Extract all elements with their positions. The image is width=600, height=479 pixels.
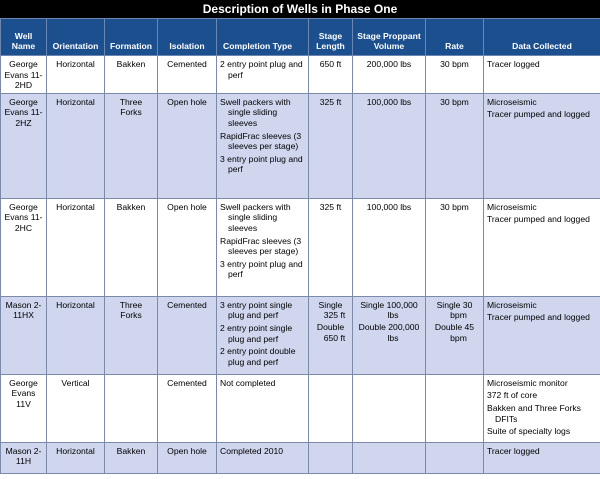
cell-stage-length-item: 650 ft (319, 59, 342, 69)
cell-well-name: Mason 2-11HX (1, 296, 47, 374)
cell-data-collected (484, 442, 600, 473)
cell-stage-length (309, 93, 353, 198)
cell-data-collected-item: Suite of specialty logs (487, 426, 571, 437)
cell-stage-volume (353, 296, 426, 374)
cell-rate (426, 198, 484, 296)
cell-completion-type-item: RapidFrac sleeves (3 sleeves per stage) (220, 130, 302, 152)
cell-completion-type-item: Swell packers with single sliding sleeves (220, 96, 291, 128)
cell-orientation: Vertical (47, 374, 105, 442)
cell-stage-volume-item: Double 200,000 lbs (358, 321, 420, 343)
cell-completion-type-item: 2 entry point plug and perf (220, 59, 303, 80)
wells-table (0, 18, 600, 474)
cell-data-collected (484, 93, 600, 198)
header-completion-type: Completion Type (217, 19, 309, 56)
cell-completion-type-item: Swell packers with single sliding sleeves (220, 201, 291, 233)
cell-completion-type-item: RapidFrac sleeves (3 sleeves per stage) (220, 235, 302, 257)
table-row (1, 296, 600, 374)
cell-stage-volume-item: 200,000 lbs (366, 59, 412, 69)
cell-rate (426, 374, 484, 442)
cell-rate-item: 30 bpm (440, 59, 469, 69)
cell-rate (426, 93, 484, 198)
cell-data-collected (484, 56, 600, 94)
cell-rate-item: 30 bpm (440, 96, 469, 107)
cell-formation: Bakken (105, 442, 158, 473)
cell-data-collected-item: Microseismic (487, 299, 537, 310)
table-row (1, 93, 600, 198)
cell-data-collected (484, 296, 600, 374)
cell-data-collected-item: Microseismic monitor (487, 377, 568, 388)
cell-completion-type-item: 2 entry point double plug and perf (220, 346, 296, 367)
cell-data-collected-item: Tracer pumped and logged (487, 214, 590, 225)
cell-completion-type (217, 93, 309, 198)
cell-data-collected-item: Tracer pumped and logged (487, 109, 590, 120)
cell-well-name: George Evans 11V (1, 374, 47, 442)
cell-orientation: Horizontal (47, 56, 105, 94)
cell-orientation: Horizontal (47, 198, 105, 296)
cell-stage-volume (353, 56, 426, 94)
cell-well-name: Mason 2-11H (1, 442, 47, 473)
cell-data-collected-item: Microseismic (487, 201, 537, 212)
cell-stage-volume (353, 374, 426, 442)
header-stage-proppant-volume: Stage Proppant Volume (353, 19, 426, 56)
cell-formation (105, 374, 158, 442)
cell-completion-type (217, 56, 309, 94)
cell-completion-type-item: 3 entry point single plug and perf (220, 299, 293, 321)
cell-well-name: George Evans 11-2HZ (1, 93, 47, 198)
cell-completion-type-item: 3 entry point plug and perf (220, 258, 303, 280)
cell-stage-length (309, 56, 353, 94)
cell-data-collected-item: Microseismic (487, 96, 537, 107)
cell-stage-volume-item: Single 100,000 lbs (360, 299, 418, 321)
cell-well-name: George Evans 11-2HC (1, 198, 47, 296)
header-formation: Formation (105, 19, 158, 56)
cell-stage-length-item: Single 325 ft (318, 299, 346, 321)
cell-formation: Bakken (105, 56, 158, 94)
cell-rate (426, 56, 484, 94)
header-rate: Rate (426, 19, 484, 56)
cell-orientation: Horizontal (47, 296, 105, 374)
cell-stage-length (309, 374, 353, 442)
cell-data-collected (484, 374, 600, 442)
cell-stage-length (309, 442, 353, 473)
cell-stage-length-item: Double 650 ft (316, 321, 346, 343)
table-row (1, 442, 600, 473)
table-row (1, 374, 600, 442)
cell-completion-type-item: 2 entry point single plug and perf (220, 322, 293, 344)
cell-formation: Three Forks (105, 296, 158, 374)
cell-rate-item: Single 30 bpm (436, 299, 473, 321)
cell-data-collected-item: Tracer logged (487, 59, 540, 69)
cell-rate (426, 296, 484, 374)
header-data-collected: Data Collected (484, 19, 600, 56)
cell-stage-length (309, 198, 353, 296)
header-row (1, 19, 600, 56)
cell-completion-type (217, 442, 309, 473)
cell-data-collected-item: Tracer logged (487, 445, 540, 456)
cell-formation: Bakken (105, 198, 158, 296)
table-row (1, 198, 600, 296)
table-row (1, 56, 600, 94)
cell-completion-type (217, 198, 309, 296)
cell-isolation: Cemented (158, 296, 217, 374)
cell-isolation: Open hole (158, 442, 217, 473)
cell-orientation: Horizontal (47, 93, 105, 198)
cell-data-collected-item: Bakken and Three Forks DFITs (487, 402, 581, 424)
cell-stage-volume-item: 100,000 lbs (366, 201, 412, 212)
cell-completion-type (217, 296, 309, 374)
table-title: Description of Wells in Phase One (0, 0, 600, 18)
cell-stage-length (309, 296, 353, 374)
cell-stage-length-item: 325 ft (319, 96, 342, 107)
cell-formation: Three Forks (105, 93, 158, 198)
header-stage-length: Stage Length (309, 19, 353, 56)
cell-isolation: Open hole (158, 93, 217, 198)
cell-isolation: Cemented (158, 56, 217, 94)
cell-isolation: Open hole (158, 198, 217, 296)
header-isolation: Isolation (158, 19, 217, 56)
cell-data-collected-item: Tracer pumped and logged (487, 312, 590, 323)
cell-stage-volume (353, 93, 426, 198)
cell-completion-type (217, 374, 309, 442)
cell-completion-type-item: Not completed (220, 377, 276, 388)
cell-well-name: George Evans 11-2HD (1, 56, 47, 94)
cell-data-collected-item: 372 ft of core (487, 390, 538, 401)
cell-rate-item: Double 45 bpm (434, 321, 475, 343)
cell-stage-length-item: 325 ft (319, 201, 342, 212)
cell-rate (426, 442, 484, 473)
cell-data-collected (484, 198, 600, 296)
cell-stage-volume (353, 442, 426, 473)
cell-stage-volume (353, 198, 426, 296)
cell-completion-type-item: 3 entry point plug and perf (220, 153, 303, 175)
cell-stage-volume-item: 100,000 lbs (366, 96, 412, 107)
header-well-name: Well Name (1, 19, 47, 56)
header-orientation: Orientation (47, 19, 105, 56)
cell-isolation: Cemented (158, 374, 217, 442)
cell-rate-item: 30 bpm (440, 201, 469, 212)
cell-completion-type-item: Completed 2010 (220, 445, 284, 456)
cell-orientation: Horizontal (47, 442, 105, 473)
